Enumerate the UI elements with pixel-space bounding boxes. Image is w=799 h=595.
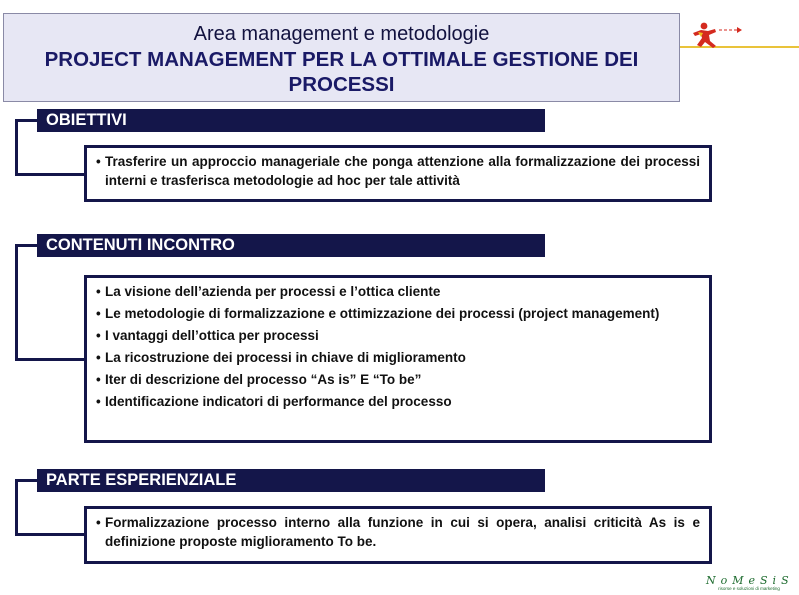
- list-item: • Trasferire un approccio manageriale che ponga attenzione alla formalizzazione dei processi interni e trasferisca metodologie ad hoc per tale attività: [96, 152, 700, 190]
- footer-logo: [706, 575, 792, 593]
- list-item: • La visione dell’azienda per processi e l’ottica cliente: [96, 282, 700, 301]
- section-header-contenuti-incontro: CONTENUTI INCONTRO: [37, 234, 545, 257]
- slide-subtitle: Area management e metodologie: [193, 23, 490, 45]
- running-figure-logo-icon: [689, 20, 745, 50]
- obiettivi-content-box: [84, 145, 712, 202]
- list-item: • La ricostruzione dei processi in chiave di miglioramento: [96, 348, 700, 367]
- section-header-obiettivi: OBIETTIVI: [37, 109, 545, 132]
- contenuti-content-box: [84, 275, 712, 443]
- list-item: • I vantaggi dell’ottica per processi: [96, 326, 700, 345]
- list-item: • Formalizzazione processo interno alla funzione in cui si opera, analisi criticità As is e definizione proposte miglioramento To be.: [96, 513, 700, 551]
- contenuti-bracket: [15, 244, 87, 361]
- slide-title: PROJECT MANAGEMENT PER LA OTTIMALE GESTIONE DEI PROCESSI: [44, 48, 639, 96]
- list-item: • Le metodologie di formalizzazione e ottimizzazione dei processi (project management): [96, 304, 700, 323]
- footer-logo-brand: NoMeSiS: [706, 574, 794, 587]
- section-header-parte-esperienziale: PARTE ESPERIENZIALE: [37, 469, 545, 492]
- slide-title-box: [3, 13, 680, 102]
- esperienziale-content-box: [84, 506, 712, 564]
- list-item: • Identificazione indicatori di performance del processo: [96, 392, 700, 411]
- footer-logo-tagline: risorse e soluzioni di marketing: [718, 586, 780, 591]
- list-item: • Iter di descrizione del processo “As is” E “To be”: [96, 370, 700, 389]
